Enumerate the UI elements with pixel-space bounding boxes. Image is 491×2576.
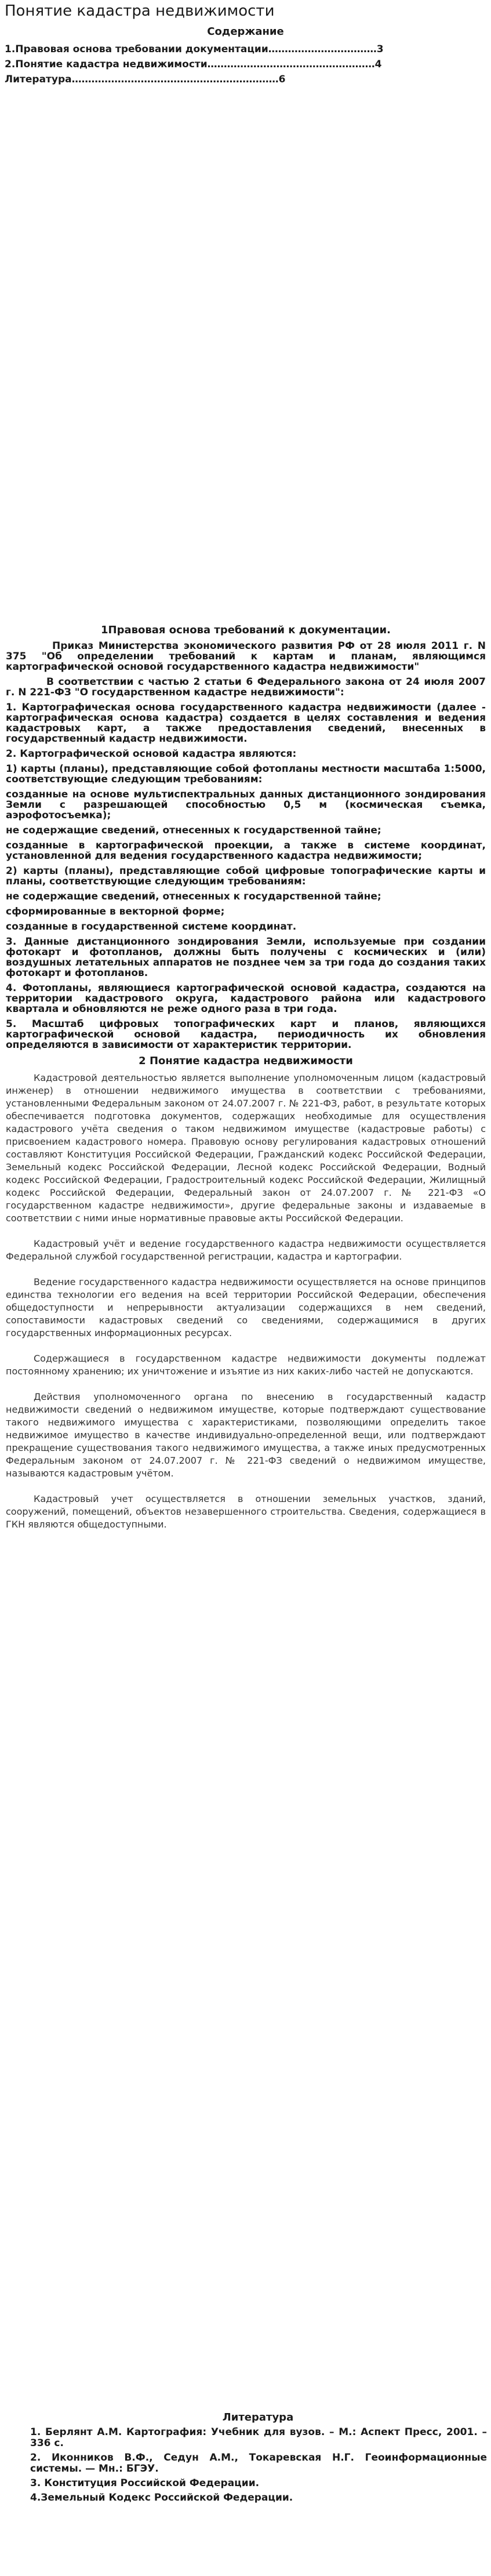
paragraph: созданные в картографической проекции, а также в системе координат, установленной для ведения государственного кадастра недвижимости; [6,840,486,862]
reference-item: 2. Иконников В.Ф., Седун А.М., Токаревская Н.Г. Геоинформационные системы. — Мн.: БГЭУ. [30,2452,487,2475]
paragraph: 2) карты (планы), представляющие собой цифровые топографические карты и планы, соответствующие следующим требованиям: [6,865,486,887]
toc-item: 1.Правовая основа требовании документации……………………………3 [5,43,384,55]
reference-item: 1. Берлянт А.М. Картография: Учебник для вузов. – М.: Аспект Пресс, 2001. – 336 с. [30,2426,487,2449]
reference-item: 3. Конституция Российской Федерации. [30,2477,260,2489]
paragraph: Приказ Министерства экономического развития РФ от 28 июля 2011 г. N 375 "Об определении требований к картам и планам, являющимся картографической основой государственного кадастра недвижимости" [6,640,486,673]
paragraph: 1) карты (планы), представляющие собой фотопланы местности масштаба 1:5000, соответствующие следующим требованиям: [6,763,486,785]
section-legal-basis [6,624,486,1544]
paragraph: созданные на основе мультиспектральных данных дистанционного зондирования Земли с разрешающей способностью 0,5 м (космическая съемка, аэрофотосъемка); [6,789,486,821]
table-of-contents [5,42,486,87]
toc-item: Литература………………………………………………………6 [5,74,286,85]
paragraph: Ведение государственного кадастра недвижимости осуществляется на основе принципов единства технологии его ведения на всей территории Российской Федерации, обеспечения общедоступности и непрерывности актуализации содержащихся в нем сведений, сопоставимости кадастровых сведений со сведениями, содержащимися в других государственных информационных ресурсах. [6,1276,486,1338]
paragraph: Кадастровый учёт и ведение государственного кадастра недвижимости осуществляется Федеральной службой государственной регистрации, кадастра и картографии. [6,1238,486,1262]
section1-title: 1Правовая основа требований к документации. [101,624,391,636]
paragraph: В соответствии с частью 2 статьи 6 Федерального закона от 24 июля 2007 г. N 221-ФЗ "О государственном кадастре недвижимости": [6,676,486,698]
paragraph: Кадастровый учет осуществляется в отношении земельных участков, зданий, сооружений, помещений, объектов незавершенного строительства. Сведения, содержащиеся в ГКН являются общедоступными. [6,1493,486,1530]
toc-heading: Содержание [207,26,284,38]
toc-item: 2.Понятие кадастра недвижимости……………………………………………4 [5,59,382,70]
paragraph: 2. Картографической основой кадастра являются: [6,748,297,760]
section2-title: 2 Понятие кадастра недвижимости [139,1055,353,1067]
paragraph: не содержащие сведений, отнесенных к государственной тайне; [6,891,381,902]
reference-item: 4.Земельный Кодекс Российской Федерации. [30,2492,293,2504]
paragraph: 3. Данные дистанционного зондирования Земли, используемые при создании фотокарт и фотопланов, должны быть получены с космических и (или) воздушных летательных аппаратов не позднее чем за три года до создания таких фотокарт и фотопланов. [6,936,486,979]
references-title: Литература [222,2411,294,2423]
paragraph: 4. Фотопланы, являющиеся картографической основой кадастра, создаются на территории кадастрового округа, кадастрового района или кадастрового квартала и обновляются не реже одного раза в три года. [6,982,486,1015]
references-section [29,2411,487,2507]
paragraph: сформированные в векторной форме; [6,906,225,917]
paragraph: 5. Масштаб цифровых топографических карт и планов, являющихся картографической основой кадастра, периодичность их обновления определяются в зависимости от характеристик территории. [6,1018,486,1051]
references-list [29,2427,487,2504]
paragraph: созданные в государственной системе координат. [6,921,297,933]
paragraph: 1. Картографическая основа государственного кадастра недвижимости (далее - картографическая основа кадастра) создается в целях составления и ведения кадастровых карт, а также предоставления сведений, внесенных в государственный кадастр недвижимости. [6,702,486,745]
paragraph: Содержащиеся в государственном кадастре недвижимости документы подлежат постоянному хранению; их уничтожение и изъятие из них каких-либо частей не допускаются. [6,1353,486,1377]
paragraph: не содержащие сведений, отнесенных к государственной тайне; [6,825,381,836]
paragraph: Действия уполномоченного органа по внесению в государственный кадастр недвижимости сведений о недвижимом имуществе, которые подтверждают существование такого недвижимого имущества с характеристиками, позволяющими определить такое недвижимое имущество в качестве индивидуально-определенной вещи, или подтверждают прекращение существования такого недвижимого имущества, а также иных предусмотренных Федеральным законом от 24.07.2007 г. № 221-ФЗ сведений о недвижимом имуществе, называются кадастровым учётом. [6,1391,486,1479]
section-cadastre-concept [6,1055,486,1531]
document-title: Понятие кадастра недвижимости [5,2,275,20]
paragraph: Кадастровой деятельностью является выполнение уполномоченным лицом (кадастровый инженер) в отношении недвижимого имущества в соответствии с требованиями, установленными Федеральным законом от 24.07.2007 г. № 221-ФЗ, работ, в результате которых обеспечивается подготовка документов, содержащих необходимые для осуществления кадастрового учёта сведения о таком недвижимом имуществе (кадастровые работы) с присвоением кадастрового номера. Правовую основу регулирования кадастровых отношений составляют Конституция Российской Федерации, Гражданский кодекс Российской Федерации, Земельный кодекс Российской Федерации, Лесной кодекс Российской Федерации, Водный кодекс Российской Федерации, Градостроительный кодекс Российской Федерации, Жилищный кодекс Российской Федерации, Федеральный закон от 24.07.2007 г. № 221-ФЗ «О государственном кадастре недвижимости», другие федеральные законы и издаваемые в соответствии с ними иные нормативные правовые акты Российской Федерации. [6,1072,486,1224]
